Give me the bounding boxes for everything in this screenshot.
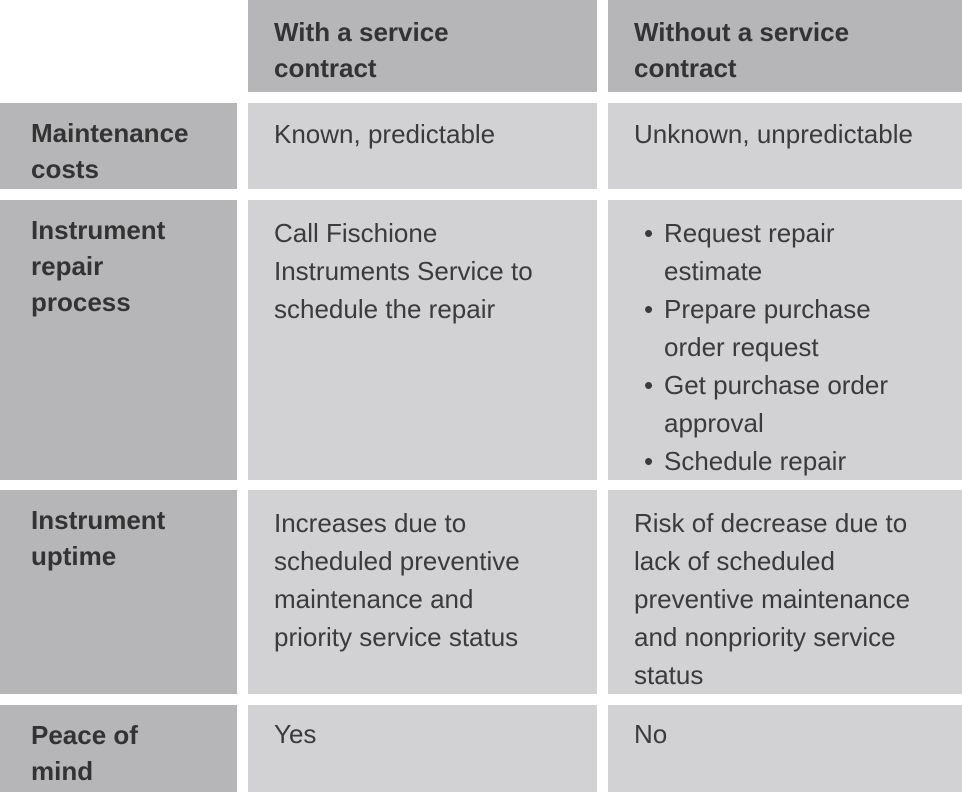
header-with-contract-label: With a service contract	[274, 17, 449, 83]
step-text: Prepare purchase order request	[664, 294, 871, 362]
row-label-text: Maintenance costs	[31, 118, 189, 184]
cell-maintenance-with	[248, 103, 597, 189]
row-label-text: Peace of mind	[31, 720, 138, 786]
row-label-maintenance-costs	[0, 103, 237, 189]
row-label-text: Instrument uptime	[31, 505, 166, 571]
cell-peace-with	[248, 705, 597, 792]
cell-text: Yes	[274, 719, 317, 749]
cell-maintenance-without	[608, 103, 962, 189]
list-item	[644, 442, 934, 480]
list-item	[644, 290, 914, 366]
step-text: Schedule repair	[664, 446, 847, 476]
cell-peace-without	[608, 705, 962, 792]
cell-text: Known, predictable	[274, 119, 496, 149]
repair-steps-list	[644, 214, 954, 480]
cell-uptime-with	[248, 490, 597, 694]
bullet-icon: •	[644, 446, 654, 476]
row-label-peace-of-mind	[0, 705, 237, 792]
list-item	[644, 214, 894, 290]
row-label-uptime	[0, 490, 237, 694]
cell-text: No	[634, 719, 668, 749]
cell-text: Increases due to scheduled preventive maintenance and priority service status	[274, 508, 520, 652]
cell-repair-without	[608, 200, 962, 480]
bullet-icon: •	[644, 370, 654, 400]
cell-repair-with	[248, 200, 597, 480]
cell-text: Risk of decrease due to lack of scheduled preventive maintenance and nonpriority service status	[634, 508, 911, 690]
header-with-contract	[248, 0, 597, 92]
bullet-icon: •	[644, 218, 654, 248]
step-text: Request repair estimate	[664, 218, 835, 286]
header-without-contract	[608, 0, 962, 92]
cell-text: Unknown, unpredictable	[634, 119, 913, 149]
step-text: Get purchase order approval	[664, 370, 889, 438]
bullet-icon: •	[644, 294, 654, 324]
cell-uptime-without	[608, 490, 962, 694]
row-label-text: Instrument repair process	[31, 215, 166, 317]
row-label-repair-process	[0, 200, 237, 480]
cell-text: Call Fischione Instruments Service to schedule the repair	[274, 218, 533, 324]
header-without-contract-label: Without a service contract	[634, 17, 850, 83]
list-item	[644, 366, 934, 442]
